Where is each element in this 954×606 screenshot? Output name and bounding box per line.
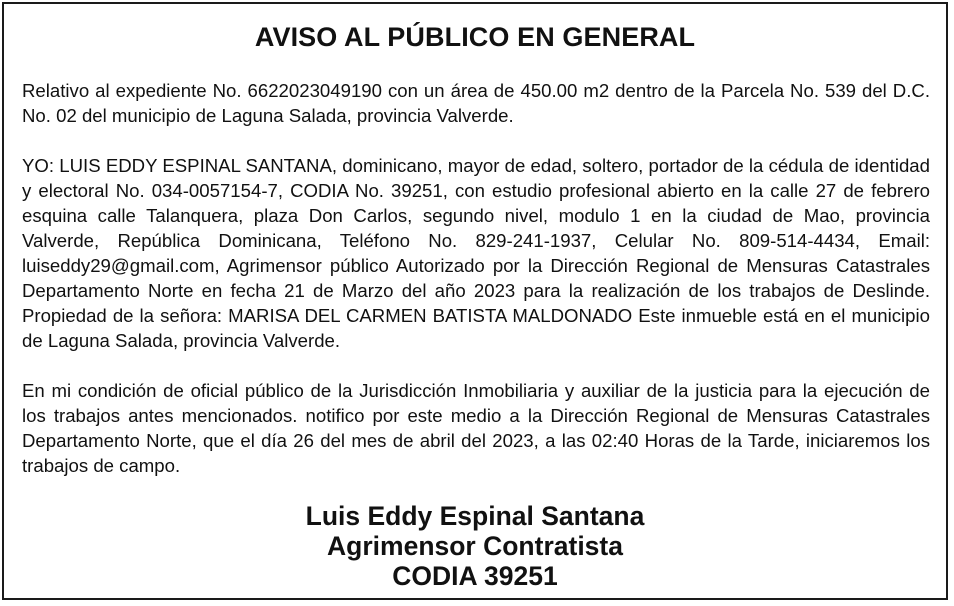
public-notice: [2, 2, 948, 600]
notice-paragraph-fieldwork-notification: En mi condición de oficial público de la Jurisdicción Inmobiliaria y auxiliar de la justicia para la ejecución de los trabajos antes mencionados. notifico por este medio a la Dirección Regional de Mensuras Catastrales Departamento Norte, que el día 26 del mes de abril del 2023, a las 02:40 Horas de la Tarde, iniciaremos los trabajos de campo.: [22, 380, 930, 476]
signature-block: [4, 501, 946, 591]
notice-title: AVISO AL PÚBLICO EN GENERAL: [254, 22, 696, 52]
signature-codia: CODIA 39251: [392, 561, 558, 591]
notice-paragraph-file-reference: Relativo al expediente No. 6622023049190 con un área de 450.00 m2 dentro de la Parcela No. 539 del D.C. No. 02 del municipio de Laguna Salada, provincia Valverde.: [22, 80, 930, 126]
notice-paragraph-surveyor-identity: YO: LUIS EDDY ESPINAL SANTANA, dominicano, mayor de edad, soltero, portador de la cédula de identidad y electoral No. 034-0057154-7, CODIA No. 39251, con estudio profesional abierto en la calle 27 de febrero esquina calle Talanquera, plaza Don Carlos, segundo nivel, modulo 1 en la ciudad de Mao, provincia Valverde, República Dominicana, Teléfono No. 829-241-1937, Celular No. 809-514-4434, Email: luiseddy29@gmail.com, Agrimensor público Autorizado por la Dirección Regional de Mensuras Catastrales Departamento Norte en fecha 21 de Marzo del año 2023 para la realización de los trabajos de Deslinde. Propiedad de la señora: MARISA DEL CARMEN BATISTA MALDONADO Este inmueble está en el municipio de Laguna Salada, provincia Valverde.: [22, 155, 930, 351]
signature-role: Agrimensor Contratista: [327, 531, 623, 561]
signature-name: Luis Eddy Espinal Santana: [305, 501, 645, 531]
